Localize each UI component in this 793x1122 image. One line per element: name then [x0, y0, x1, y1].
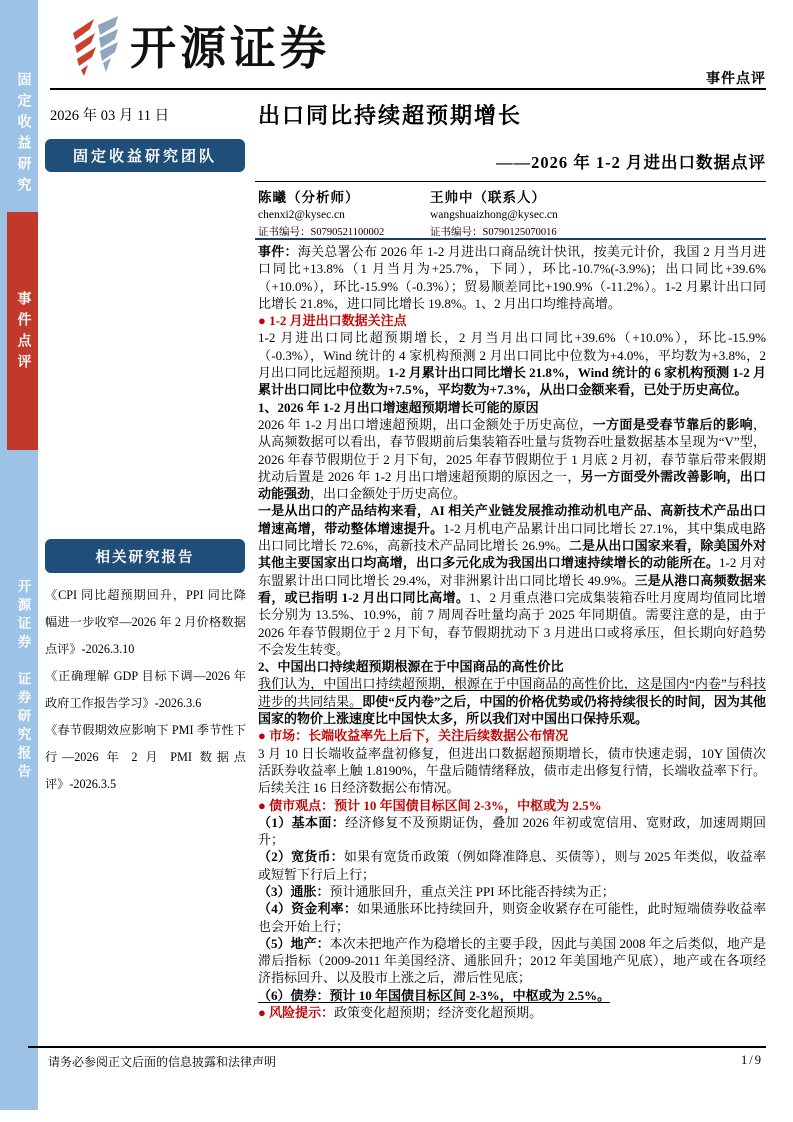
- related-reports-list: [45, 582, 246, 798]
- analyst-contact: [430, 186, 602, 239]
- body-paragraph: （5）地产：本次未把地产作为稳增长的主要手段，因此与美国 2008 年之后类似，地产是滞后指标（2009-2011 年美国经济、通胀回升；2012 年美国地产见底），地产或在各项经济指标回升、以及股市上涨之后，滞后性见底；: [258, 935, 766, 986]
- body-paragraph: 事件：海关总署公布 2026 年 1-2 月进出口商品统计快讯，按美元计价，我国 2 月当月进口同比+13.8%（1 月当月为+25.7%，下同），环比-10.7%(-3.9%)；出口同比+39.6%（+10.0%），环比-15.9%（-0.3%）；贸易顺差同比+190.9%（-11.2%）。1-2 月累计出口同比增长 21.8%，进口同比增长 19.8%。1、2 月出口均维持高增。: [258, 244, 766, 311]
- body-paragraph: （1）基本面：经济修复不及预期证伪，叠加 2026 年初或宽信用、宽财政，加速周期回升；: [258, 814, 766, 848]
- analyst-name: 陈曦（分析师）: [258, 190, 360, 205]
- body-paragraph: 1-2 月进出口同比超预期增长，2 月当月出口同比+39.6%（+10.0%），环比-15.9%（-0.3%），Wind 统计的 4 家机构预测 2 月出口同比中位数为+4.0%，平均数为+3.8%，2 月出口同比远超预期。1-2 月累计出口同比增长 21.8%，Wind 统计的 6 家机构预测 1-2 月累计出口同比中位数为+7.5%，平均数为+7.3%，从出口金额来看，已处于历史高位。: [258, 330, 766, 398]
- vertical-tag-top: [7, 60, 38, 210]
- analyst-email: chenxi2@kysec.cn: [258, 209, 345, 221]
- team-badge: 固定收益研究团队: [45, 139, 245, 172]
- analyst-cert: 证书编号：S0790521100002: [258, 227, 385, 238]
- body-paragraph: 1、2026 年 1-2 月出口增速超预期增长可能的原因: [258, 399, 539, 415]
- body-paragraph: 2026 年 1-2 月出口增速超预期，出口金额处于历史高位，一方面是受春节靠后的影响，从高频数据可以看出，春节假期前后集装箱吞吐量与货物吞吐量数据基本呈现为“V”型，2026 年春节假期位于 2 月下旬，2025 年春节假期位于 1 月底 2 月初，春节靠后带来假期扰动后置是 2026 年 1-2 月出口增速超预期的原因之一，另一方面受外需改善影响，出口动能强劲，出口金额处于历史高位。: [258, 416, 766, 502]
- footer-page-number: 1/9: [741, 1053, 763, 1067]
- analyst-email: wangshuaizhong@kysec.cn: [430, 209, 558, 221]
- body-paragraph: ● 风险提示：政策变化超预期；经济变化超预期。: [258, 1005, 543, 1021]
- body-paragraph: （3）通胀：预计通胀回升，重点关注 PPI 环比能否持续为正；: [258, 883, 615, 899]
- body-paragraph: ● 市场：长端收益率先上后下，关注后续数据公布情况: [258, 728, 569, 744]
- body-paragraph: 一是从出口的产品结构来看，AI 相关产业链发展推动推动机电产品、高新技术产品出口增速高增，带动整体增速提升。1-2 月机电产品累计出口同比增长 27.1%，其中集成电路出口同比增长 72.6%，高新技术产品同比增长 26.9%。二是从出口国家来看，除美国外对其他主要国家出口均高增，出口多元化成为我国出口增速持续增长的动能所在。1-2 月对东盟累计出口同比增长 29.4%，对非洲累计出口同比增长 49.9%。三是从港口高频数据来看，或已指明 1-2 月出口同比高增。1、2 月重点港口完成集装箱吞吐月度周均值同比增长分别为 13.5%、10.9%，前 7 周周吞吐量均高于 2025 年同期值。需要注意的是，由于 2026 年春节假期位于 2 月下旬，春节假期扰动下 3 月进出口或将承压，但长期向好趋势不会发生转变。: [258, 503, 766, 657]
- header-divider: [50, 88, 766, 90]
- body-paragraph: （4）资金利率：如果通胀环比持续回升，则资金收紧存在可能性，此时短端债券收益率也会开始上行；: [258, 901, 766, 934]
- body-paragraph: （6）债券：预计 10 年国债目标区间 2-3%，中枢或为 2.5%。: [258, 987, 611, 1003]
- vertical-tag-middle-label: 事件点评: [15, 290, 31, 375]
- footer-disclaimer: 请务必参阅正文后面的信息披露和法律声明: [48, 1055, 277, 1069]
- body-paragraph: 我们认为，中国出口持续超预期，根源在于中国商品的高性价比，这是国内“内卷”与科技进步的共同结果。即使“反内卷”之后，中国的价格优势或仍将持续很长的时间，因为其他国家的物价上涨速度比中国快太多，所以我们对中国出口保持乐观。: [258, 676, 766, 727]
- body-paragraphs: [258, 243, 766, 1043]
- page-title: 出口同比持续超预期增长: [258, 103, 523, 128]
- vertical-tag-bottom-label: 开源证券 证券研究报告: [15, 578, 31, 783]
- analyst-cert: 证书编号：S0790125070016: [430, 227, 557, 238]
- analyst-divider: [255, 238, 766, 240]
- body-paragraph: ● 1-2 月进出口数据关注点: [258, 313, 407, 329]
- related-reports-header: 相关研究报告: [45, 539, 245, 573]
- report-type-label: 事件点评: [706, 72, 766, 87]
- related-report-item: 《CPI 同比超预期回升，PPI 同比降幅进一步收窄—2026 年 2 月价格数据点评》-2026.3.10: [45, 588, 246, 656]
- vertical-tag-bottom: [7, 548, 38, 813]
- page-subtitle: ——2026 年 1-2 月进出口数据点评: [496, 153, 766, 172]
- vertical-tag-middle: [7, 275, 38, 390]
- body-paragraph: 2、中国出口持续超预期根源在于中国商品的高性价比: [258, 659, 564, 675]
- analyst-block: [258, 186, 766, 239]
- logo-icon: [68, 12, 122, 83]
- body-paragraph: ● 债市观点：预计 10 年国债目标区间 2-3%，中枢或为 2.5%: [258, 797, 602, 813]
- brand-logo: [68, 12, 330, 83]
- vertical-tag-top-label: 固定收益研究: [15, 72, 31, 198]
- subtitle-divider: [255, 181, 766, 182]
- analyst-primary: [258, 186, 430, 239]
- analyst-name: 王帅中（联系人）: [430, 190, 546, 205]
- footer-divider: [28, 1046, 766, 1048]
- report-date: 2026 年 03 月 11 日: [50, 108, 170, 124]
- body-paragraph: （2）宽货币：如果有宽货币政策（例如降准降息、买债等），则与 2025 年类似，收益率或短暂下行后上行；: [258, 849, 766, 882]
- related-report-item: 《正确理解 GDP 目标下调—2026 年政府工作报告学习》-2026.3.6: [45, 669, 246, 710]
- logo-text: 开源证券: [130, 21, 330, 74]
- related-report-item: 《春节假期效应影响下 PMI 季节性下行—2026 年 2 月 PMI 数据点评》-2026.3.5: [45, 723, 246, 791]
- body-paragraph: 3 月 10 日长端收益率盘初修复，但进出口数据超预期增长，债市快速走弱，10Y 国债次活跃券收益率上触 1.8190%，午盘后随情绪释放，债市走出修复行情，长端收益率下行。后续关注 16 日经济数据公布情况。: [258, 745, 766, 796]
